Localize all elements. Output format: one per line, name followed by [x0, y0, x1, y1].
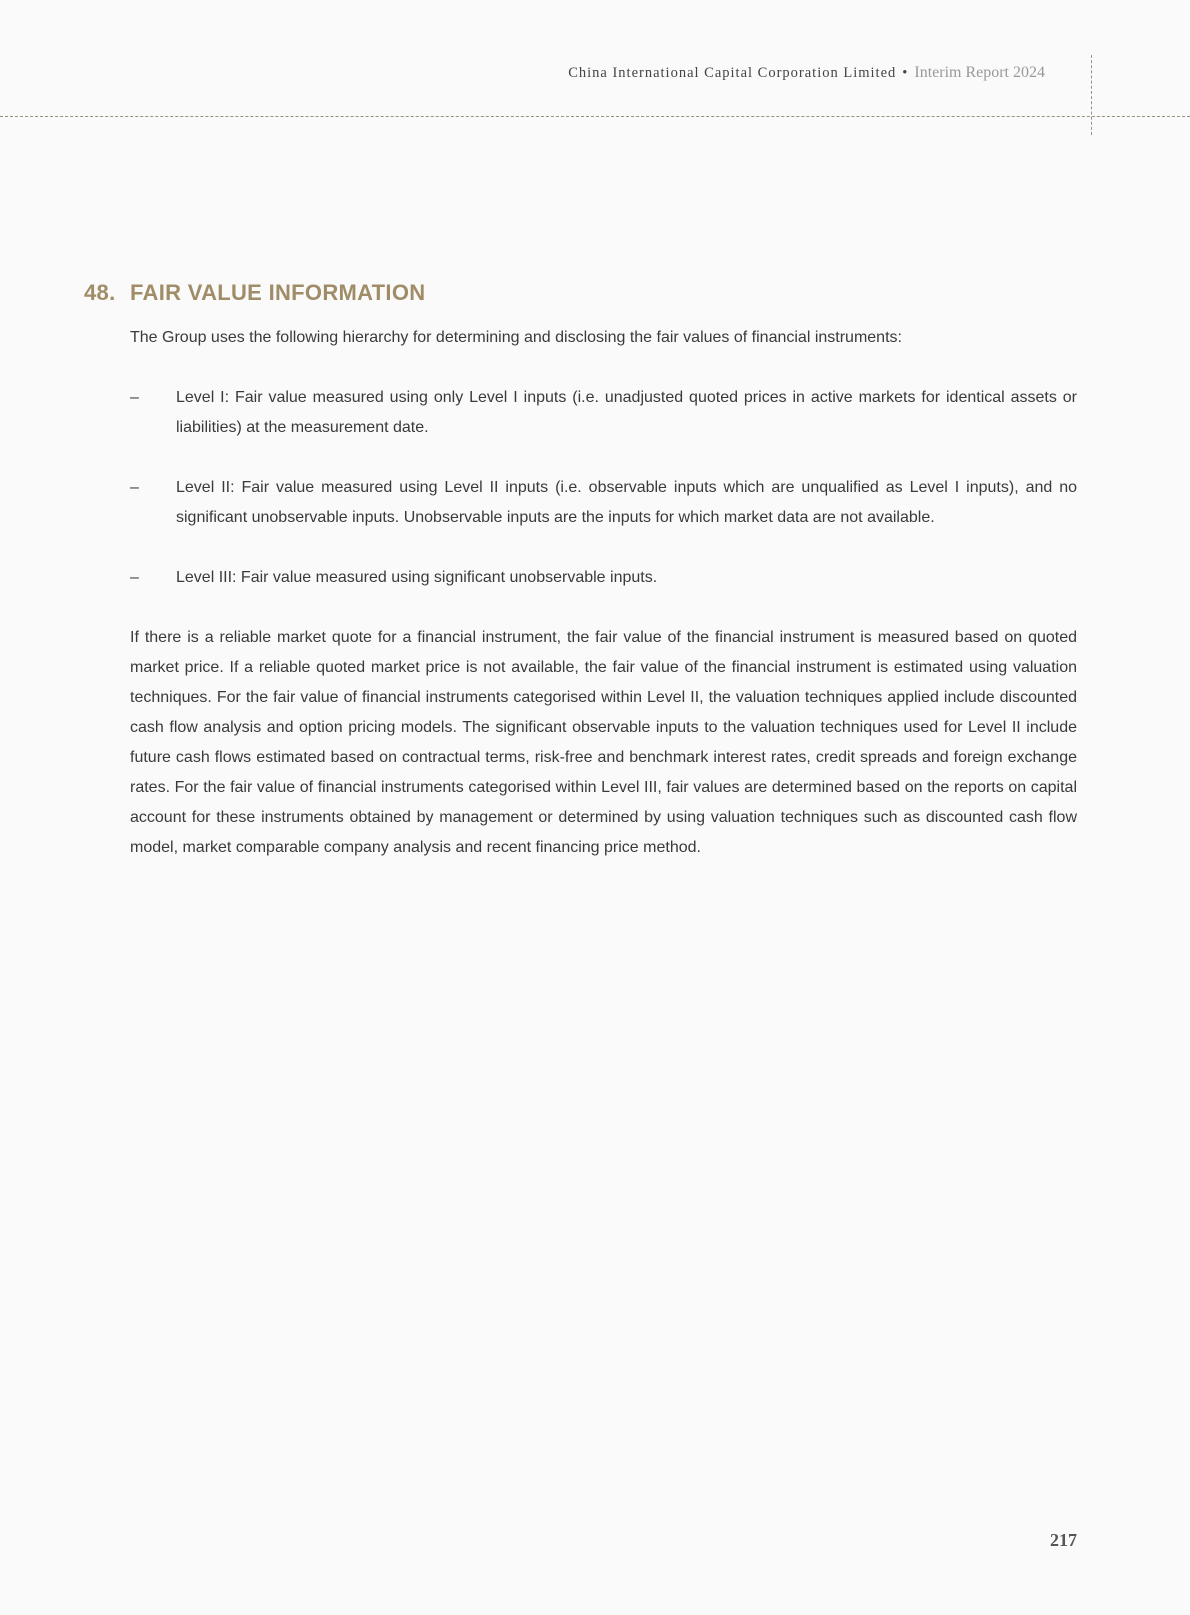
company-name: China International Capital Corporation Limited: [568, 65, 897, 81]
list-item: [130, 563, 1077, 593]
bullet-dash: –: [130, 389, 139, 406]
level-2-text: Level II: Fair value measured using Level II inputs (i.e. observable inputs which are unqualified as Level I inputs), and no significant unobservable inputs. Unobservable inputs are the inputs for which market data are not available.: [176, 479, 1077, 526]
list-item: [130, 383, 1077, 443]
separator-dot: •: [902, 65, 909, 81]
section-body: [130, 323, 1077, 863]
bullet-dash: –: [130, 479, 139, 496]
section-title: [84, 280, 425, 306]
level-3-text: Level III: Fair value measured using significant unobservable inputs.: [176, 569, 658, 586]
section-number: 48.: [84, 280, 116, 305]
header-dashed-rule: [0, 116, 1190, 117]
running-header: [568, 64, 1045, 82]
report-name: Interim Report 2024: [914, 64, 1045, 81]
page-number: 217: [1050, 1530, 1077, 1550]
header-vertical-dashed-rule: [1091, 55, 1092, 135]
intro-paragraph: The Group uses the following hierarchy for determining and disclosing the fair values of financial instruments:: [130, 329, 902, 346]
section-title-text: FAIR VALUE INFORMATION: [130, 280, 426, 305]
list-item: [130, 473, 1077, 533]
level-1-text: Level I: Fair value measured using only Level I inputs (i.e. unadjusted quoted prices in active markets for identical assets or liabilities) at the measurement date.: [176, 389, 1077, 436]
bullet-dash: –: [130, 569, 139, 586]
body-paragraph: If there is a reliable market quote for a financial instrument, the fair value of the financial instrument is measured based on quoted market price. If a reliable quoted market price is not available, the fair value of the financial instrument is estimated using valuation techniques. For the fair value of financial instruments categorised within Level II, the valuation techniques applied include discounted cash flow analysis and option pricing models. The significant observable inputs to the valuation techniques used for Level II include future cash flows estimated based on contractual terms, risk-free and benchmark interest rates, credit spreads and foreign exchange rates. For the fair value of financial instruments categorised within Level III, fair values are determined based on the reports on capital account for these instruments obtained by management or determined by using valuation techniques such as discounted cash flow model, market comparable company analysis and recent financing price method.: [130, 629, 1077, 856]
